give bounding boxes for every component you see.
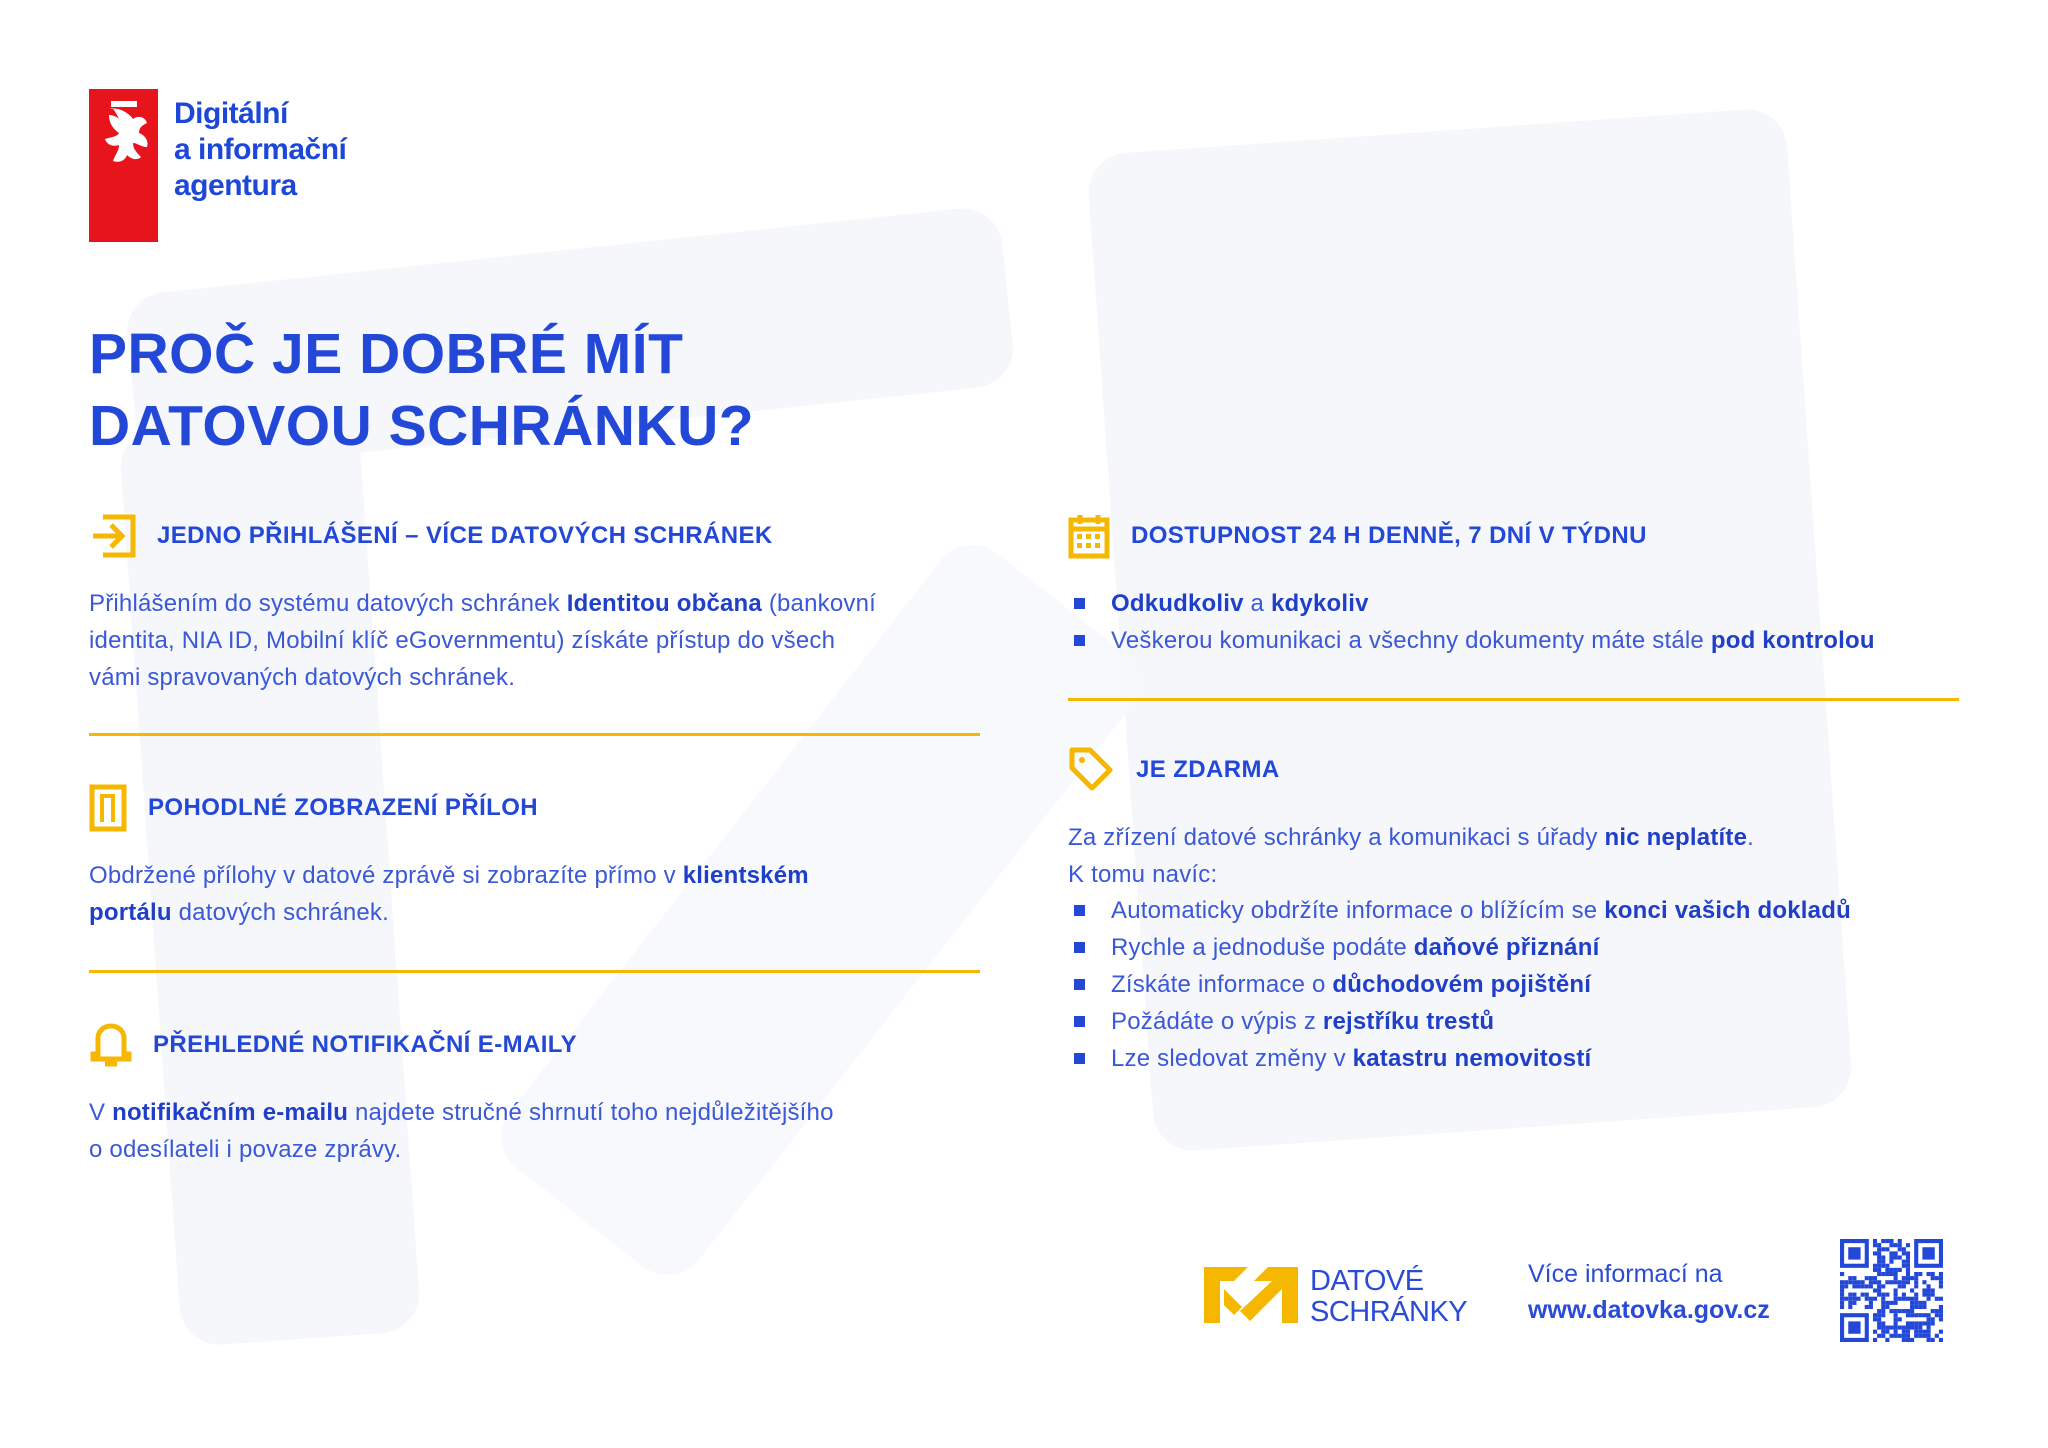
agency-logo-text	[174, 96, 346, 204]
bell-icon	[89, 1022, 133, 1068]
list-item	[1068, 929, 1851, 966]
section-body	[89, 857, 809, 931]
list-item	[1068, 585, 1875, 622]
section-heading: DOSTUPNOST 24 H DENNĚ, 7 DNÍ V TÝDNU	[1131, 522, 1647, 549]
bullet-square-icon	[1074, 635, 1085, 646]
price-tag-icon	[1068, 746, 1114, 792]
text: Lze sledovat změny v	[1111, 1045, 1353, 1072]
qr-code	[1840, 1239, 1943, 1347]
more-info	[1528, 1256, 1770, 1328]
text-line	[89, 857, 809, 894]
logo-line: agentura	[174, 169, 297, 202]
text: Automaticky obdržíte informace o blížícím se	[1111, 897, 1605, 924]
section-heading: JE ZDARMA	[1136, 756, 1280, 783]
calendar-icon	[1068, 513, 1110, 559]
bold-text: nic neplatíte	[1604, 824, 1748, 851]
website-link[interactable]: www.datovka.gov.cz	[1528, 1296, 1770, 1324]
section-heading: JEDNO PŘIHLÁŠENÍ – VÍCE DATOVÝCH SCHRÁNEK	[157, 522, 773, 549]
list-item	[1068, 966, 1851, 1003]
bullet-square-icon	[1074, 905, 1085, 916]
text-line	[89, 1094, 834, 1131]
page-title	[89, 318, 754, 462]
section-heading: PŘEHLEDNÉ NOTIFIKAČNÍ E-MAILY	[153, 1031, 578, 1058]
brand-line: DATOVÉ	[1310, 1265, 1424, 1297]
section-body	[89, 1094, 834, 1168]
list-item	[1068, 1040, 1851, 1077]
divider	[1068, 698, 1959, 701]
bold-text: Identitou občana	[566, 590, 762, 617]
text-line	[89, 1131, 834, 1168]
login-arrow-icon	[89, 513, 137, 559]
divider	[89, 733, 980, 736]
bullet-square-icon	[1074, 1016, 1085, 1027]
text: Obdržené přílohy v datové zprávě si zobrazíte přímo v	[89, 862, 683, 889]
text-line	[89, 894, 809, 931]
text-line	[1068, 819, 1754, 856]
logo-line: Digitální	[174, 97, 288, 130]
divider	[89, 970, 980, 973]
text: Rychle a jednoduše podáte	[1111, 934, 1414, 961]
bold-text: konci vašich dokladů	[1604, 897, 1851, 924]
text-line	[1068, 856, 1754, 893]
datove-schranky-logo	[1204, 1267, 1298, 1328]
logo-line: a informační	[174, 133, 347, 166]
section-heading: POHODLNÉ ZOBRAZENÍ PŘÍLOH	[148, 794, 539, 821]
section-body	[1068, 819, 1754, 893]
text: Přihlášením do systému datových schránek	[89, 590, 567, 617]
bullet-square-icon	[1074, 1053, 1085, 1064]
bold-text: Odkudkoliv	[1111, 590, 1244, 617]
text-line	[89, 659, 876, 696]
bold-text: portálu	[89, 899, 172, 926]
section-body	[89, 585, 876, 696]
bold-text: daňové přiznání	[1413, 934, 1600, 961]
text: najdete stručné shrnutí toho nejdůležitějšího	[348, 1099, 834, 1126]
text-line	[89, 585, 876, 622]
text: datových schránek.	[171, 899, 389, 926]
bold-text: rejstříku trestů	[1322, 1008, 1495, 1035]
brand-line: SCHRÁNKY	[1310, 1296, 1468, 1328]
brand-name	[1310, 1266, 1467, 1328]
text: Získáte informace o	[1111, 971, 1333, 998]
text: (bankovní	[761, 590, 877, 617]
text: .	[1747, 824, 1755, 851]
text: K tomu navíc:	[1068, 861, 1218, 888]
bullet-list	[1068, 585, 1875, 659]
more-info-label: Více informací na	[1528, 1260, 1723, 1288]
bullet-square-icon	[1074, 598, 1085, 609]
title-line: DATOVOU SCHRÁNKU?	[89, 394, 755, 458]
attachment-icon	[89, 784, 127, 832]
bold-text: katastru nemovitostí	[1352, 1045, 1592, 1072]
bold-text: důchodovém pojištění	[1332, 971, 1592, 998]
bold-text: kdykoliv	[1270, 590, 1369, 617]
bold-text: notifikačním e-mailu	[112, 1099, 349, 1126]
text: Za zřízení datové schránky a komunikaci s úřady	[1068, 824, 1605, 851]
title-line: PROČ JE DOBRÉ MÍT	[89, 322, 684, 386]
agency-logo-emblem	[89, 89, 158, 242]
text: Veškerou komunikaci a všechny dokumenty máte stále	[1111, 627, 1711, 654]
bold-text: pod kontrolou	[1710, 627, 1875, 654]
text: V	[89, 1099, 113, 1126]
text: Požádáte o výpis z	[1111, 1008, 1323, 1035]
list-item	[1068, 892, 1851, 929]
bullet-list	[1068, 892, 1851, 1077]
bold-text: klientském	[682, 862, 809, 889]
text-line	[89, 622, 876, 659]
text: a	[1243, 590, 1271, 617]
text: o odesílateli i povaze zprávy.	[89, 1136, 402, 1163]
list-item	[1068, 622, 1875, 659]
bullet-square-icon	[1074, 979, 1085, 990]
list-item	[1068, 1003, 1851, 1040]
text: identita, NIA ID, Mobilní klíč eGovernmentu) získáte přístup do všech	[89, 627, 836, 654]
bullet-square-icon	[1074, 942, 1085, 953]
text: vámi spravovaných datových schránek.	[89, 664, 516, 691]
